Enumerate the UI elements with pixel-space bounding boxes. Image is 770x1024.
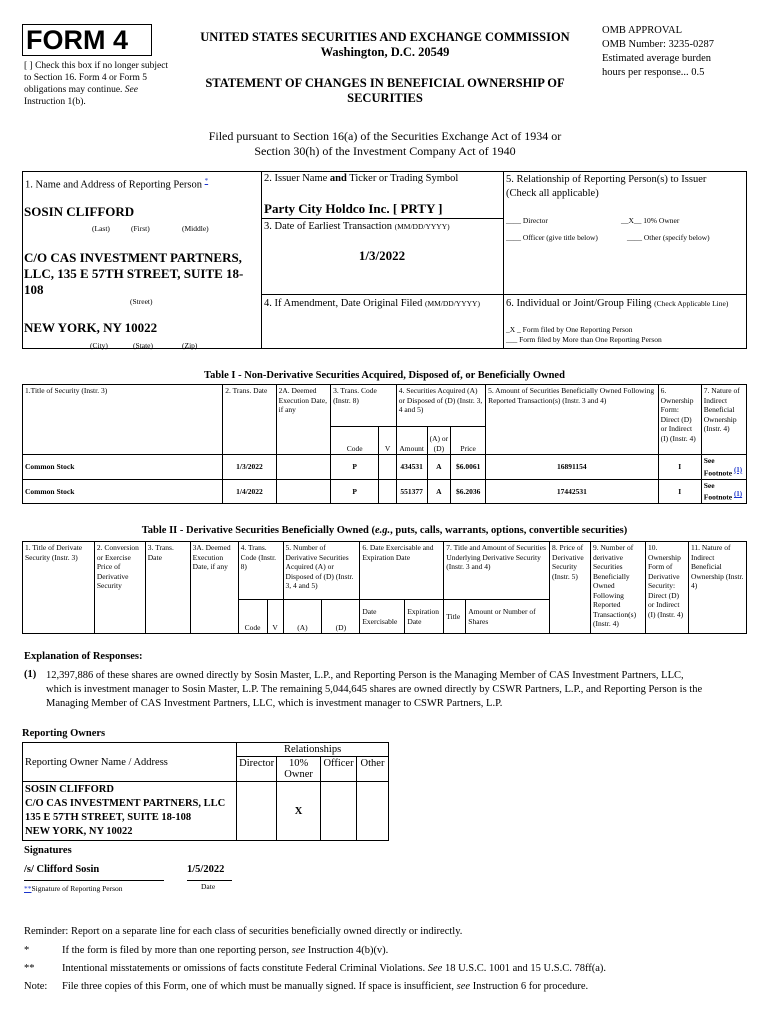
box2-label-b: Ticker or Trading Symbol <box>349 173 459 184</box>
t1-r2-title: Common Stock <box>23 479 223 504</box>
t1-r1-code: P <box>331 455 379 480</box>
t2-sub-a: (A) <box>283 600 322 634</box>
t1-r1-deemed <box>276 455 330 480</box>
owners-col-name: Reporting Owner Name / Address <box>23 743 237 782</box>
checkbox-text: [ ] Check this box if no longer subject to Section 16. Form 4 or Form 5 obligations may continue. <box>24 61 169 95</box>
note1-text <box>62 945 388 956</box>
t1-col-owned: 5. Amount of Securities Beneficially Owned Following Reported Transaction(s) (Instr. 3 and 4) <box>486 385 659 455</box>
street-label: (Street) <box>130 297 153 306</box>
t1-sub-v: V <box>379 427 396 455</box>
box5-label-line2: (Check all applicable) <box>506 188 599 199</box>
reporting-address <box>24 250 260 298</box>
box6-label-small: (Check Applicable Line) <box>654 299 729 308</box>
box4-label-text: 4. If Amendment, Date Original Filed <box>264 298 423 309</box>
t2-sub-d: (D) <box>322 600 360 634</box>
city-label: (City) <box>90 341 108 350</box>
statement-title <box>170 76 600 106</box>
owner-line3: 135 E 57TH STREET, SUITE 18-108 <box>25 812 192 823</box>
agency-block <box>170 30 600 60</box>
owner-officer-cell <box>321 782 357 841</box>
director-checkbox[interactable]: ____ Director <box>506 216 548 225</box>
owner-director-cell <box>237 782 277 841</box>
table2-title-a: Table II - Derivative Securities Beneficially Owned ( <box>141 525 375 536</box>
t2-col-number: 5. Number of Derivative Securities Acquired (A) or Disposed of (D) (Instr. 3, 4 and 5) <box>283 542 360 600</box>
signatures-heading: Signatures <box>24 845 72 856</box>
t1-sub-price: Price <box>451 427 486 455</box>
note2-a: Intentional misstatements or omissions of facts constitute Federal Criminal Violations. <box>62 963 426 974</box>
omb-approval <box>602 24 714 80</box>
omb-line3: Estimated average burden <box>602 53 712 64</box>
explanation-heading: Explanation of Responses: <box>24 651 143 662</box>
t1-col-acquired: 4. Securities Acquired (A) or Disposed of (D) (Instr. 3, 4 and 5) <box>396 385 485 427</box>
box1-footnote-link[interactable]: * <box>204 177 209 185</box>
owners-col-relationships: Relationships <box>237 743 389 757</box>
explanation-line2: which is investment manager to Sosin Master, L.P. The remaining 5,044,645 shares are owned directly by CSWR Partners, L.P., and Reporting Person is the <box>46 684 703 695</box>
t1-r1-price: $6.0061 <box>451 455 486 480</box>
t1-r1-form: I <box>658 455 701 480</box>
form-title-box <box>22 24 152 56</box>
note1-marker: * <box>24 945 30 956</box>
t2-col-conversion: 2. Conversion or Exercise Price of Derivative Security <box>94 542 145 634</box>
omb-line4: hours per response... 0.5 <box>602 67 705 78</box>
t2-col-owned: 9. Number of derivative Securities Beneficially Owned Following Reported Transaction(s) (Instr. 4) <box>591 542 646 634</box>
t1-r1-ad: A <box>427 455 451 480</box>
t1-col-deemed: 2A. Deemed Execution Date, if any <box>276 385 330 455</box>
note3-see: see <box>456 981 471 992</box>
table2-header-row <box>23 542 747 600</box>
t1-col-form: 6. Ownership Form: Direct (D) or Indirect (I) (Instr. 4) <box>658 385 701 455</box>
t2-col-price: 8. Price of Derivative Security (Instr. 5) <box>550 542 591 634</box>
owner-line1: SOSIN CLIFFORD <box>25 784 114 795</box>
owners-col-director: Director <box>237 757 277 782</box>
box6-label-text: 6. Individual or Joint/Group Filing <box>506 298 652 309</box>
box4-format: (MM/DD/YYYY) <box>424 299 480 308</box>
filed-pursuant <box>120 129 650 159</box>
t1-r2-footnote: Footnote <box>703 492 733 502</box>
no-longer-subject-checkbox-text[interactable] <box>24 60 170 108</box>
t1-r1-nature <box>701 455 746 480</box>
owners-col-officer: Officer <box>321 757 357 782</box>
table2-title-eg: e.g. <box>374 525 391 536</box>
signature-label <box>24 884 123 894</box>
t1-r1-footnote: Footnote <box>703 468 733 477</box>
statement-line2: SECURITIES <box>347 91 423 105</box>
t1-r1-amount: 434531 <box>396 455 427 480</box>
note2-text <box>62 963 606 974</box>
zip-label: (Zip) <box>182 341 198 350</box>
box3-format: (MM/DD/YYYY) <box>394 222 450 231</box>
other-checkbox[interactable]: ____ Other (specify below) <box>627 233 710 242</box>
table-row <box>23 782 389 841</box>
t1-col-title: 1.Title of Security (Instr. 3) <box>23 385 223 455</box>
owners-col-other: Other <box>357 757 389 782</box>
t1-r1-see: See <box>703 456 715 465</box>
box5-label <box>506 173 706 201</box>
ten-percent-owner-checkbox[interactable]: __X__ 10% Owner <box>621 216 680 225</box>
middle-label: (Middle) <box>182 224 209 233</box>
reporting-owners-table <box>22 742 389 841</box>
t1-r2-amount: 551377 <box>396 479 427 504</box>
note2-b: 18 U.S.C. 1001 and 15 U.S.C. 78ff(a). <box>444 963 607 974</box>
t1-r2-date: 1/4/2022 <box>223 479 276 504</box>
t2-col-exercisable: 6. Date Exercisable and Expiration Date <box>360 542 444 600</box>
owner-name-address <box>23 782 237 841</box>
t2-col-nature: 11. Nature of Indirect Beneficial Ownership (Instr. 4) <box>688 542 746 634</box>
table-row <box>23 479 747 504</box>
table-row <box>23 455 747 480</box>
box2-label-a: 2. Issuer Name <box>264 173 328 184</box>
filed-line2: Section 30(h) of the Investment Company Act of 1940 <box>254 144 516 158</box>
t1-r1-title: Common Stock <box>23 455 223 480</box>
reporting-owners-heading: Reporting Owners <box>22 728 106 739</box>
note3-text <box>62 981 588 992</box>
city-state-zip: NEW YORK, NY 10022 <box>24 320 158 335</box>
explanation-line1: 12,397,886 of these shares are owned directly by Sosin Master, L.P., and Reporting Person is the Managing Member of CAS Investment Partners, LLC, <box>46 670 684 681</box>
agency-name: UNITED STATES SECURITIES AND EXCHANGE COMMISSION <box>200 30 570 44</box>
t2-sub-amount: Amount or Number of Shares <box>466 600 550 634</box>
box1-label <box>25 177 208 191</box>
table2 <box>22 541 747 634</box>
box2-label <box>264 173 458 184</box>
t1-col-nature: 7. Nature of Indirect Beneficial Ownership (Instr. 4) <box>701 385 746 455</box>
t1-r2-code: P <box>331 479 379 504</box>
t1-r2-form: I <box>658 479 701 504</box>
signer-name: /s/ Clifford Sosin <box>24 864 100 875</box>
note1-a: If the form is filed by more than one reporting person, <box>62 945 290 956</box>
date-label: Date <box>201 882 216 891</box>
t2-col-form: 10. Ownership Form of Derivative Security: Direct (D) or Indirect (I) (Instr. 4) <box>645 542 688 634</box>
address-line1: C/O CAS INVESTMENT PARTNERS, <box>24 250 242 265</box>
t1-r1-date: 1/3/2022 <box>223 455 276 480</box>
box4-label <box>264 298 480 309</box>
box3-label-text: 3. Date of Earliest Transaction <box>264 221 393 232</box>
t2-col-date: 3. Trans. Date <box>145 542 190 634</box>
officer-checkbox[interactable]: ____ Officer (give title below) <box>506 233 598 242</box>
t1-r2-see: See <box>703 480 715 490</box>
agency-location: Washington, D.C. 20549 <box>320 45 450 59</box>
signature-label-text: Signature of Reporting Person <box>31 884 123 893</box>
owner-ten-percent-mark: X <box>277 782 321 841</box>
table2-title-b: , puts, calls, warrants, options, convertible securities) <box>390 525 628 536</box>
issuer-name: Party City Holdco Inc. [ PRTY ] <box>264 201 443 216</box>
box3-label <box>264 221 450 232</box>
state-label: (State) <box>133 341 153 350</box>
explanation-text <box>46 669 746 711</box>
omb-line1: OMB APPROVAL <box>602 25 683 36</box>
explanation-number: (1) <box>24 669 37 680</box>
box2-label-and: and <box>329 173 347 184</box>
earliest-transaction-date: 1/3/2022 <box>358 248 406 263</box>
note3-marker: Note: <box>24 981 48 992</box>
t2-col-underlying: 7. Title and Amount of Securities Underlying Derivative Security (Instr. 3 and 4) <box>444 542 550 600</box>
t1-r2-ad: A <box>427 479 451 504</box>
t1-r2-price: $6.2036 <box>451 479 486 504</box>
t1-r2-v <box>379 479 396 504</box>
note1-b: Instruction 4(b)(v). <box>307 945 389 956</box>
address-line2: LLC, 135 E 57TH STREET, SUITE 18- <box>24 266 244 281</box>
t1-sub-aord: (A) or (D) <box>427 427 451 455</box>
checkbox-instr: Instruction 1(b). <box>24 97 86 107</box>
table1-title: Table I - Non-Derivative Securities Acquired, Disposed of, or Beneficially Owned <box>204 370 565 381</box>
first-label: (First) <box>131 224 150 233</box>
t1-r1-owned: 16891154 <box>486 455 659 480</box>
checkbox-see: See <box>124 85 138 95</box>
owner-line4: NEW YORK, NY 10022 <box>25 826 133 837</box>
signature-date: 1/5/2022 <box>187 864 225 875</box>
owners-col-ten-percent: 10% Owner <box>277 757 321 782</box>
t1-r1-v <box>379 455 396 480</box>
form-title: FORM 4 <box>26 25 129 55</box>
box1-label-text: 1. Name and Address of Reporting Person <box>25 179 203 191</box>
t2-sub-v: V <box>267 600 283 634</box>
reporting-person-name: SOSIN CLIFFORD <box>24 204 135 219</box>
reminder-text: Reminder: Report on a separate line for each class of securities beneficially owned directly or indirectly. <box>24 926 463 937</box>
t1-col-code: 3. Trans. Code (Instr. 8) <box>331 385 397 427</box>
note2-see: See <box>427 963 443 974</box>
table2-title <box>22 525 747 536</box>
last-label: (Last) <box>92 224 110 233</box>
t1-r2-deemed <box>276 479 330 504</box>
t2-col-title: 1. Title of Derivate Security (Instr. 3) <box>23 542 95 634</box>
filed-by-one-option[interactable]: _X _ Form filed by One Reporting Person <box>506 325 633 334</box>
statement-line1: STATEMENT OF CHANGES IN BENEFICIAL OWNERSHIP OF <box>205 76 565 90</box>
t2-sub-exercisable: Date Exercisable <box>360 600 405 634</box>
t1-r2-footnote-link[interactable]: (1) <box>733 490 743 498</box>
note1-see: see <box>291 945 306 956</box>
note2-marker: ** <box>24 963 35 974</box>
table1-header-row <box>23 385 747 427</box>
t1-sub-amount: Amount <box>396 427 427 455</box>
filed-by-more-option[interactable]: ___ Form filed by More than One Reporting Person <box>506 335 662 344</box>
t1-col-date: 2. Trans. Date <box>223 385 276 455</box>
address-line3: 108 <box>24 282 44 297</box>
t2-col-deemed: 3A. Deemed Execution Date, if any <box>190 542 238 634</box>
t1-sub-code: Code <box>331 427 379 455</box>
t1-r2-owned: 17442531 <box>486 479 659 504</box>
omb-number: OMB Number: 3235-0287 <box>602 39 714 50</box>
owner-other-cell <box>357 782 389 841</box>
t1-r1-footnote-link[interactable]: (1) <box>733 465 743 474</box>
t1-r2-nature <box>701 479 746 504</box>
note3-b: Instruction 6 for procedure. <box>472 981 589 992</box>
t2-sub-title: Title <box>444 600 466 634</box>
table1 <box>22 384 747 504</box>
t2-sub-code: Code <box>238 600 267 634</box>
owner-line2: C/O CAS INVESTMENT PARTNERS, LLC <box>25 798 226 809</box>
t2-sub-expiration: Expiration Date <box>405 600 444 634</box>
box5-label-line1: 5. Relationship of Reporting Person(s) to Issuer <box>506 174 707 185</box>
box6-label <box>506 298 728 309</box>
filed-line1: Filed pursuant to Section 16(a) of the Securities Exchange Act of 1934 or <box>208 129 562 143</box>
signature-footnote-link[interactable]: ** <box>24 884 32 893</box>
note3-a: File three copies of this Form, one of which must be manually signed. If space is insufficient, <box>62 981 455 992</box>
explanation-line3: Managing Member of CAS Investment Partners, LLC, which is investment manager to CSWR Partners, L.P. <box>46 698 503 709</box>
t2-col-code: 4. Trans. Code (Instr. 8) <box>238 542 283 600</box>
